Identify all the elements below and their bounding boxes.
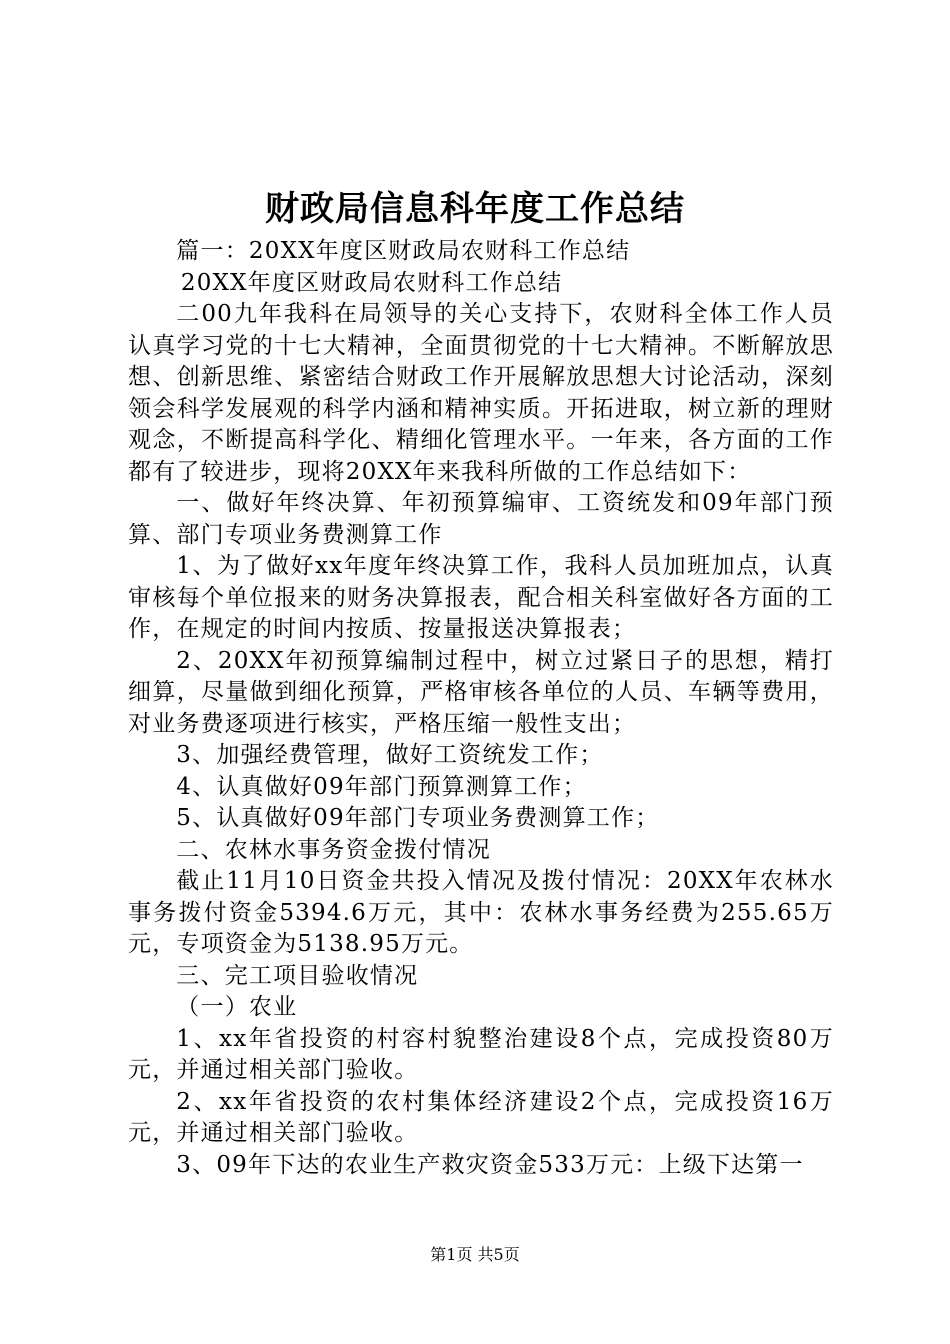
paragraph: （一）农业: [176, 994, 298, 1020]
paragraph: 1、为了做好xx年度年终决算工作，我科人员加班加点，认真审核每个单位报来的财务决算报表，配合相关科室做好各方面的工作，在规定的时间内按质、按量报送决算报表；: [128, 553, 834, 642]
paragraph: 篇一：20XX年度区财政局农财科工作总结: [176, 238, 631, 264]
paragraph: 4、认真做好09年部门预算测算工作；: [176, 773, 587, 800]
paragraph: 1、xx年省投资的村容村貌整治建设8个点，完成投资80万元，并通过相关部门验收。: [128, 1025, 834, 1083]
paragraph: 20XX年度区财政局农财科工作总结: [180, 269, 563, 296]
paragraph: 二00九年我科在局领导的关心支持下，农财科全体工作人员认真学习党的十七大精神，全面贯彻党的十七大精神。不断解放思想、创新思维、紧密结合财政工作开展解放思想大讨论活动，深刻领会科学发展观的科学内涵和精神实质。开拓进取，树立新的理财观念，不断提高科学化、精细化管理水平。一年来，各方面的工作都有了较进步，现将20XX年来我科所做的工作总结如下：: [128, 301, 834, 485]
paragraph: 3、09年下达的农业生产救灾资金533万元：上级下达第一: [176, 1151, 804, 1178]
page-footer: 第1页 共5页: [430, 1245, 520, 1264]
paragraph: 一、做好年终决算、年初预算编审、工资统发和09年部门预算、部门专项业务费测算工作: [128, 490, 834, 548]
paragraph: 二、农林水事务资金拨付情况: [176, 836, 491, 863]
paragraph: 2、xx年省投资的农村集体经济建设2个点，完成投资16万元，并通过相关部门验收。: [128, 1088, 834, 1146]
paragraph: 2、20XX年初预算编制过程中，树立过紧日子的思想，精打细算，尽量做到细化预算，严格审核各单位的人员、车辆等费用，对业务费逐项进行核实，严格压缩一般性支出；: [128, 647, 834, 737]
paragraph: 5、认真做好09年部门专项业务费测算工作；: [176, 805, 660, 831]
document-body: [128, 236, 834, 1181]
paragraph: 三、完工项目验收情况: [176, 962, 419, 989]
paragraph: 截止11月10日资金共投入情况及拨付情况：20XX年农林水事务拨付资金5394.6万元，其中：农林水事务经费为255.65万元，专项资金为5138.95万元。: [128, 868, 834, 957]
document-title: 财政局信息科年度工作总结: [265, 189, 685, 229]
paragraph: 3、加强经费管理，做好工资统发工作；: [176, 742, 604, 768]
